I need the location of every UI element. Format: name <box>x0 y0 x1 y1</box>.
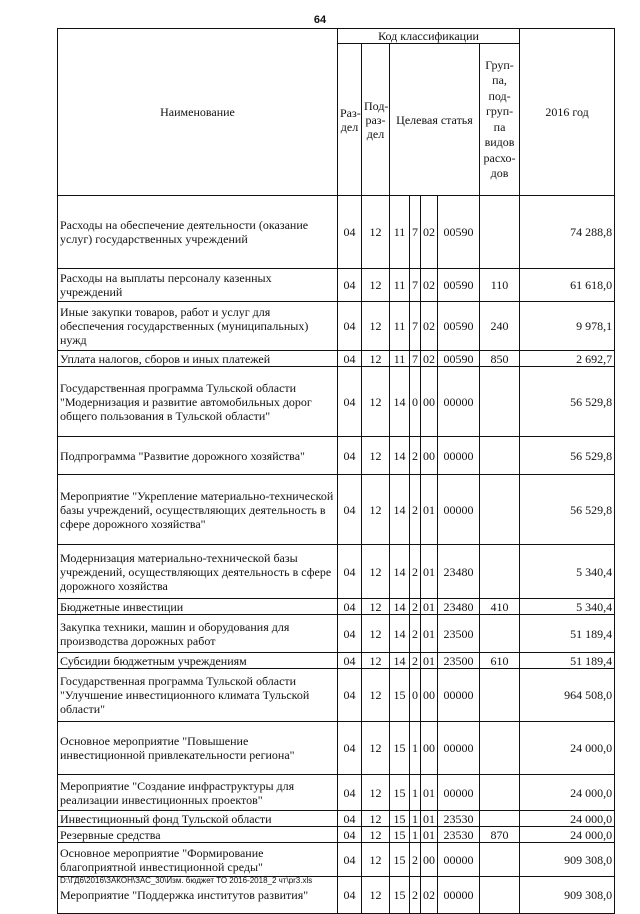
row-subprogram: 0 <box>410 367 421 437</box>
row-direction: 00000 <box>438 843 480 877</box>
header-classification: Код классификации <box>338 29 520 44</box>
row-expense-type <box>480 545 520 599</box>
row-direction: 00000 <box>438 475 480 545</box>
row-section: 04 <box>338 722 362 775</box>
row-name: Расходы на обеспечение деятельности (оказание услуг) государственных учреждений <box>58 196 338 269</box>
row-subprogram: 7 <box>410 196 421 269</box>
row-event: 00 <box>421 843 438 877</box>
row-name: Основное мероприятие "Формирование благоприятной инвестиционной среды" <box>58 843 338 877</box>
row-section: 04 <box>338 196 362 269</box>
row-subprogram: 2 <box>410 545 421 599</box>
row-direction: 00590 <box>438 196 480 269</box>
row-direction: 00000 <box>438 722 480 775</box>
row-section: 04 <box>338 475 362 545</box>
row-section: 04 <box>338 653 362 669</box>
row-expense-type <box>480 196 520 269</box>
row-amount: 24 000,0 <box>520 827 615 843</box>
row-event: 02 <box>421 302 438 351</box>
row-amount: 56 529,8 <box>520 367 615 437</box>
row-subsection: 12 <box>362 775 390 811</box>
row-event: 00 <box>421 367 438 437</box>
row-subprogram: 7 <box>410 351 421 367</box>
row-subsection: 12 <box>362 669 390 722</box>
row-subsection: 12 <box>362 811 390 827</box>
row-amount: 5 340,4 <box>520 599 615 615</box>
row-section: 04 <box>338 843 362 877</box>
row-section: 04 <box>338 269 362 302</box>
row-program: 14 <box>390 599 410 615</box>
header-name: Наименование <box>58 29 338 196</box>
table-row <box>58 827 615 843</box>
row-section: 04 <box>338 827 362 843</box>
table-row <box>58 599 615 615</box>
row-amount: 24 000,0 <box>520 775 615 811</box>
page-number: 64 <box>313 14 327 26</box>
row-name: Расходы на выплаты персоналу казенных учреждений <box>58 269 338 302</box>
row-amount: 51 189,4 <box>520 615 615 653</box>
row-expense-type <box>480 475 520 545</box>
row-name: Мероприятие "Создание инфраструктуры для реализации инвестиционных проектов" <box>58 775 338 811</box>
row-subprogram: 1 <box>410 722 421 775</box>
row-subsection: 12 <box>362 615 390 653</box>
row-subprogram: 2 <box>410 615 421 653</box>
row-amount: 51 189,4 <box>520 653 615 669</box>
row-event: 02 <box>421 877 438 914</box>
row-event: 01 <box>421 475 438 545</box>
row-amount: 24 000,0 <box>520 722 615 775</box>
row-program: 15 <box>390 722 410 775</box>
row-direction: 00000 <box>438 367 480 437</box>
row-subsection: 12 <box>362 843 390 877</box>
row-amount: 61 618,0 <box>520 269 615 302</box>
row-subprogram: 2 <box>410 843 421 877</box>
budget-table <box>57 28 615 914</box>
row-direction: 00590 <box>438 269 480 302</box>
row-name: Резервные средства <box>58 827 338 843</box>
row-amount: 909 308,0 <box>520 877 615 914</box>
row-program: 11 <box>390 269 410 302</box>
table-row <box>58 615 615 653</box>
row-subsection: 12 <box>362 877 390 914</box>
row-expense-type <box>480 843 520 877</box>
row-section: 04 <box>338 437 362 475</box>
row-name: Государственная программа Тульской области "Модернизация и развитие автомобильных дорог общего пользования в Тульской области" <box>58 367 338 437</box>
row-expense-type: 240 <box>480 302 520 351</box>
row-section: 04 <box>338 811 362 827</box>
table-row <box>58 653 615 669</box>
row-subprogram: 2 <box>410 475 421 545</box>
table-row <box>58 775 615 811</box>
row-event: 00 <box>421 722 438 775</box>
row-subsection: 12 <box>362 653 390 669</box>
row-subsection: 12 <box>362 475 390 545</box>
row-event: 00 <box>421 669 438 722</box>
header-target-article: Целевая статья <box>390 44 480 196</box>
row-program: 15 <box>390 843 410 877</box>
row-direction: 00590 <box>438 302 480 351</box>
row-program: 14 <box>390 367 410 437</box>
row-expense-type: 110 <box>480 269 520 302</box>
row-subsection: 12 <box>362 437 390 475</box>
row-direction: 23500 <box>438 615 480 653</box>
row-expense-type <box>480 877 520 914</box>
row-expense-type <box>480 811 520 827</box>
row-subprogram: 1 <box>410 827 421 843</box>
row-direction: 00000 <box>438 775 480 811</box>
row-direction: 23480 <box>438 599 480 615</box>
row-subprogram: 7 <box>410 302 421 351</box>
row-program: 14 <box>390 653 410 669</box>
header-year: 2016 год <box>520 29 615 196</box>
table-row <box>58 545 615 599</box>
row-amount: 24 000,0 <box>520 811 615 827</box>
row-amount: 909 308,0 <box>520 843 615 877</box>
row-program: 14 <box>390 475 410 545</box>
table-row <box>58 669 615 722</box>
header-expense-group: Груп- па, под- груп- па видов расхо- дов <box>480 44 520 196</box>
row-expense-type <box>480 775 520 811</box>
row-event: 01 <box>421 545 438 599</box>
row-amount: 74 288,8 <box>520 196 615 269</box>
row-subsection: 12 <box>362 269 390 302</box>
row-event: 01 <box>421 827 438 843</box>
row-section: 04 <box>338 351 362 367</box>
row-expense-type <box>480 722 520 775</box>
row-expense-type: 850 <box>480 351 520 367</box>
row-direction: 00000 <box>438 437 480 475</box>
row-name: Мероприятие "Поддержка институтов развития" <box>58 877 338 914</box>
row-event: 02 <box>421 269 438 302</box>
row-direction: 00590 <box>438 351 480 367</box>
row-name: Модернизация материально-технической базы учреждений, осуществляющих деятельность в сфере дорожного хозяйства <box>58 545 338 599</box>
row-subsection: 12 <box>362 302 390 351</box>
row-program: 15 <box>390 669 410 722</box>
table-row <box>58 437 615 475</box>
row-amount: 5 340,4 <box>520 545 615 599</box>
table-row <box>58 269 615 302</box>
row-direction: 23530 <box>438 811 480 827</box>
row-name: Государственная программа Тульской области "Улучшение инвестиционного климата Тульской области" <box>58 669 338 722</box>
row-event: 02 <box>421 196 438 269</box>
row-subprogram: 1 <box>410 811 421 827</box>
row-event: 01 <box>421 599 438 615</box>
row-amount: 2 692,7 <box>520 351 615 367</box>
row-subprogram: 2 <box>410 653 421 669</box>
row-amount: 9 978,1 <box>520 302 615 351</box>
row-section: 04 <box>338 367 362 437</box>
row-name: Иные закупки товаров, работ и услуг для обеспечения государственных (муниципальных) нужд <box>58 302 338 351</box>
row-program: 11 <box>390 196 410 269</box>
header-subsection: Под- раз- дел <box>362 44 390 196</box>
row-program: 15 <box>390 827 410 843</box>
row-subprogram: 2 <box>410 437 421 475</box>
row-direction: 23480 <box>438 545 480 599</box>
row-amount: 56 529,8 <box>520 475 615 545</box>
table-row <box>58 722 615 775</box>
row-expense-type: 610 <box>480 653 520 669</box>
row-event: 01 <box>421 775 438 811</box>
row-name: Субсидии бюджетным учреждениям <box>58 653 338 669</box>
row-program: 14 <box>390 545 410 599</box>
table-row <box>58 351 615 367</box>
row-subprogram: 2 <box>410 877 421 914</box>
row-name: Подпрограмма "Развитие дорожного хозяйства" <box>58 437 338 475</box>
file-path-footer: D:\ГД6\2016\ЗАКОН\ЗАС_30\Изм. бюджет ТО 2016-2018_2 чт\pr3.xls <box>60 876 313 885</box>
row-program: 15 <box>390 775 410 811</box>
row-name: Мероприятие "Укрепление материально-технической базы учреждений, осуществляющих деятельность в сфере дорожного хозяйства" <box>58 475 338 545</box>
row-name: Бюджетные инвестиции <box>58 599 338 615</box>
row-expense-type <box>480 367 520 437</box>
row-subprogram: 1 <box>410 775 421 811</box>
row-expense-type: 870 <box>480 827 520 843</box>
row-subsection: 12 <box>362 599 390 615</box>
row-program: 14 <box>390 437 410 475</box>
row-section: 04 <box>338 877 362 914</box>
row-subsection: 12 <box>362 545 390 599</box>
row-subsection: 12 <box>362 722 390 775</box>
row-section: 04 <box>338 775 362 811</box>
table-body <box>58 196 615 914</box>
row-event: 02 <box>421 351 438 367</box>
row-section: 04 <box>338 599 362 615</box>
row-section: 04 <box>338 302 362 351</box>
row-expense-type <box>480 615 520 653</box>
row-event: 01 <box>421 653 438 669</box>
row-name: Инвестиционный фонд Тульской области <box>58 811 338 827</box>
table-row <box>58 367 615 437</box>
row-subsection: 12 <box>362 367 390 437</box>
row-program: 14 <box>390 615 410 653</box>
row-subprogram: 7 <box>410 269 421 302</box>
row-program: 11 <box>390 351 410 367</box>
row-section: 04 <box>338 615 362 653</box>
table-row <box>58 843 615 877</box>
row-name: Основное мероприятие "Повышение инвестиционной привлекательности региона" <box>58 722 338 775</box>
row-name: Закупка техники, машин и оборудования для производства дорожных работ <box>58 615 338 653</box>
row-event: 01 <box>421 811 438 827</box>
row-subsection: 12 <box>362 351 390 367</box>
row-direction: 23530 <box>438 827 480 843</box>
row-section: 04 <box>338 545 362 599</box>
row-subsection: 12 <box>362 196 390 269</box>
table-row <box>58 196 615 269</box>
row-expense-type: 410 <box>480 599 520 615</box>
row-direction: 23500 <box>438 653 480 669</box>
row-event: 01 <box>421 615 438 653</box>
row-expense-type <box>480 437 520 475</box>
table-row <box>58 475 615 545</box>
row-direction: 00000 <box>438 877 480 914</box>
row-name: Уплата налогов, сборов и иных платежей <box>58 351 338 367</box>
row-program: 11 <box>390 302 410 351</box>
row-program: 15 <box>390 811 410 827</box>
row-subprogram: 0 <box>410 669 421 722</box>
row-expense-type <box>480 669 520 722</box>
row-program: 15 <box>390 877 410 914</box>
row-direction: 00000 <box>438 669 480 722</box>
row-amount: 964 508,0 <box>520 669 615 722</box>
table-row <box>58 302 615 351</box>
row-section: 04 <box>338 669 362 722</box>
row-event: 00 <box>421 437 438 475</box>
row-subsection: 12 <box>362 827 390 843</box>
row-amount: 56 529,8 <box>520 437 615 475</box>
header-section: Раз- дел <box>338 44 362 196</box>
table-row <box>58 811 615 827</box>
row-subprogram: 2 <box>410 599 421 615</box>
